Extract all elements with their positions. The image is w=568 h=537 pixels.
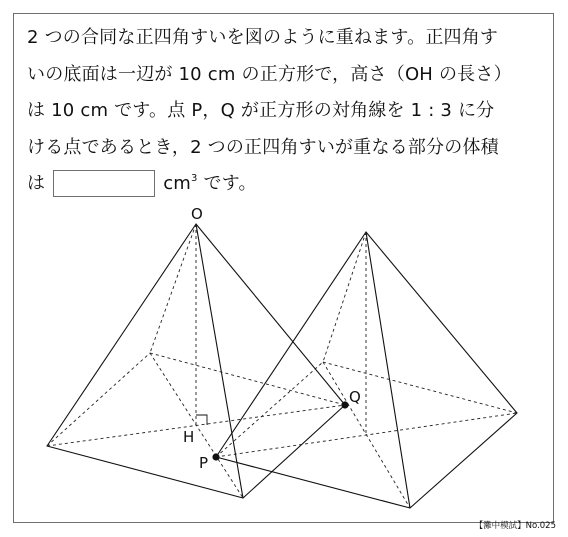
left-hidden-lateral-edge: [150, 224, 196, 353]
right-hidden-lateral-edge: [323, 232, 366, 362]
left-lateral-edge-a: [47, 224, 196, 446]
left-base-front-edge: [47, 446, 243, 498]
left-base-back-edge-b: [150, 353, 345, 405]
label-o: O: [191, 205, 203, 223]
problem-line-2: いの底面は一辺が 10 cm の正方形で，高さ（OH の長さ）: [27, 63, 512, 85]
left-lateral-edge-c: [196, 224, 345, 405]
label-h: H: [183, 428, 195, 446]
right-lateral-edge-c: [216, 232, 366, 457]
unit-exponent: 3: [191, 173, 198, 184]
right-base-right-edge: [410, 413, 517, 508]
right-angle-mark: [196, 415, 207, 425]
label-p: P: [199, 454, 209, 472]
problem-line-1: 2 つの合同な正四角すいを図のように重ねます。正四角す: [27, 27, 499, 48]
unit-base: cm: [163, 173, 192, 194]
right-base-front-edge: [216, 457, 410, 508]
right-base-diagonal-b: [323, 362, 410, 508]
right-lateral-edge-a: [366, 232, 410, 508]
point-p: [212, 453, 219, 460]
problem-line-4: ける点であるとき，2 つの正四角すいが重なる部分の体積: [27, 136, 499, 158]
label-q: Q: [349, 388, 361, 406]
right-lateral-edge-b: [366, 232, 517, 413]
left-base-diagonal-b: [150, 353, 243, 498]
problem-line-5-suffix: です。: [203, 173, 257, 194]
source-note: 【灘中模試】No.025: [474, 521, 556, 531]
problem-line-3: は 10 cm です。点 P，Q が正方形の対角線を 1 : 3 に分: [27, 100, 495, 121]
problem-line-5-prefix: は: [27, 173, 46, 194]
point-q: [341, 401, 348, 408]
left-base-back-edge-a: [47, 353, 150, 446]
